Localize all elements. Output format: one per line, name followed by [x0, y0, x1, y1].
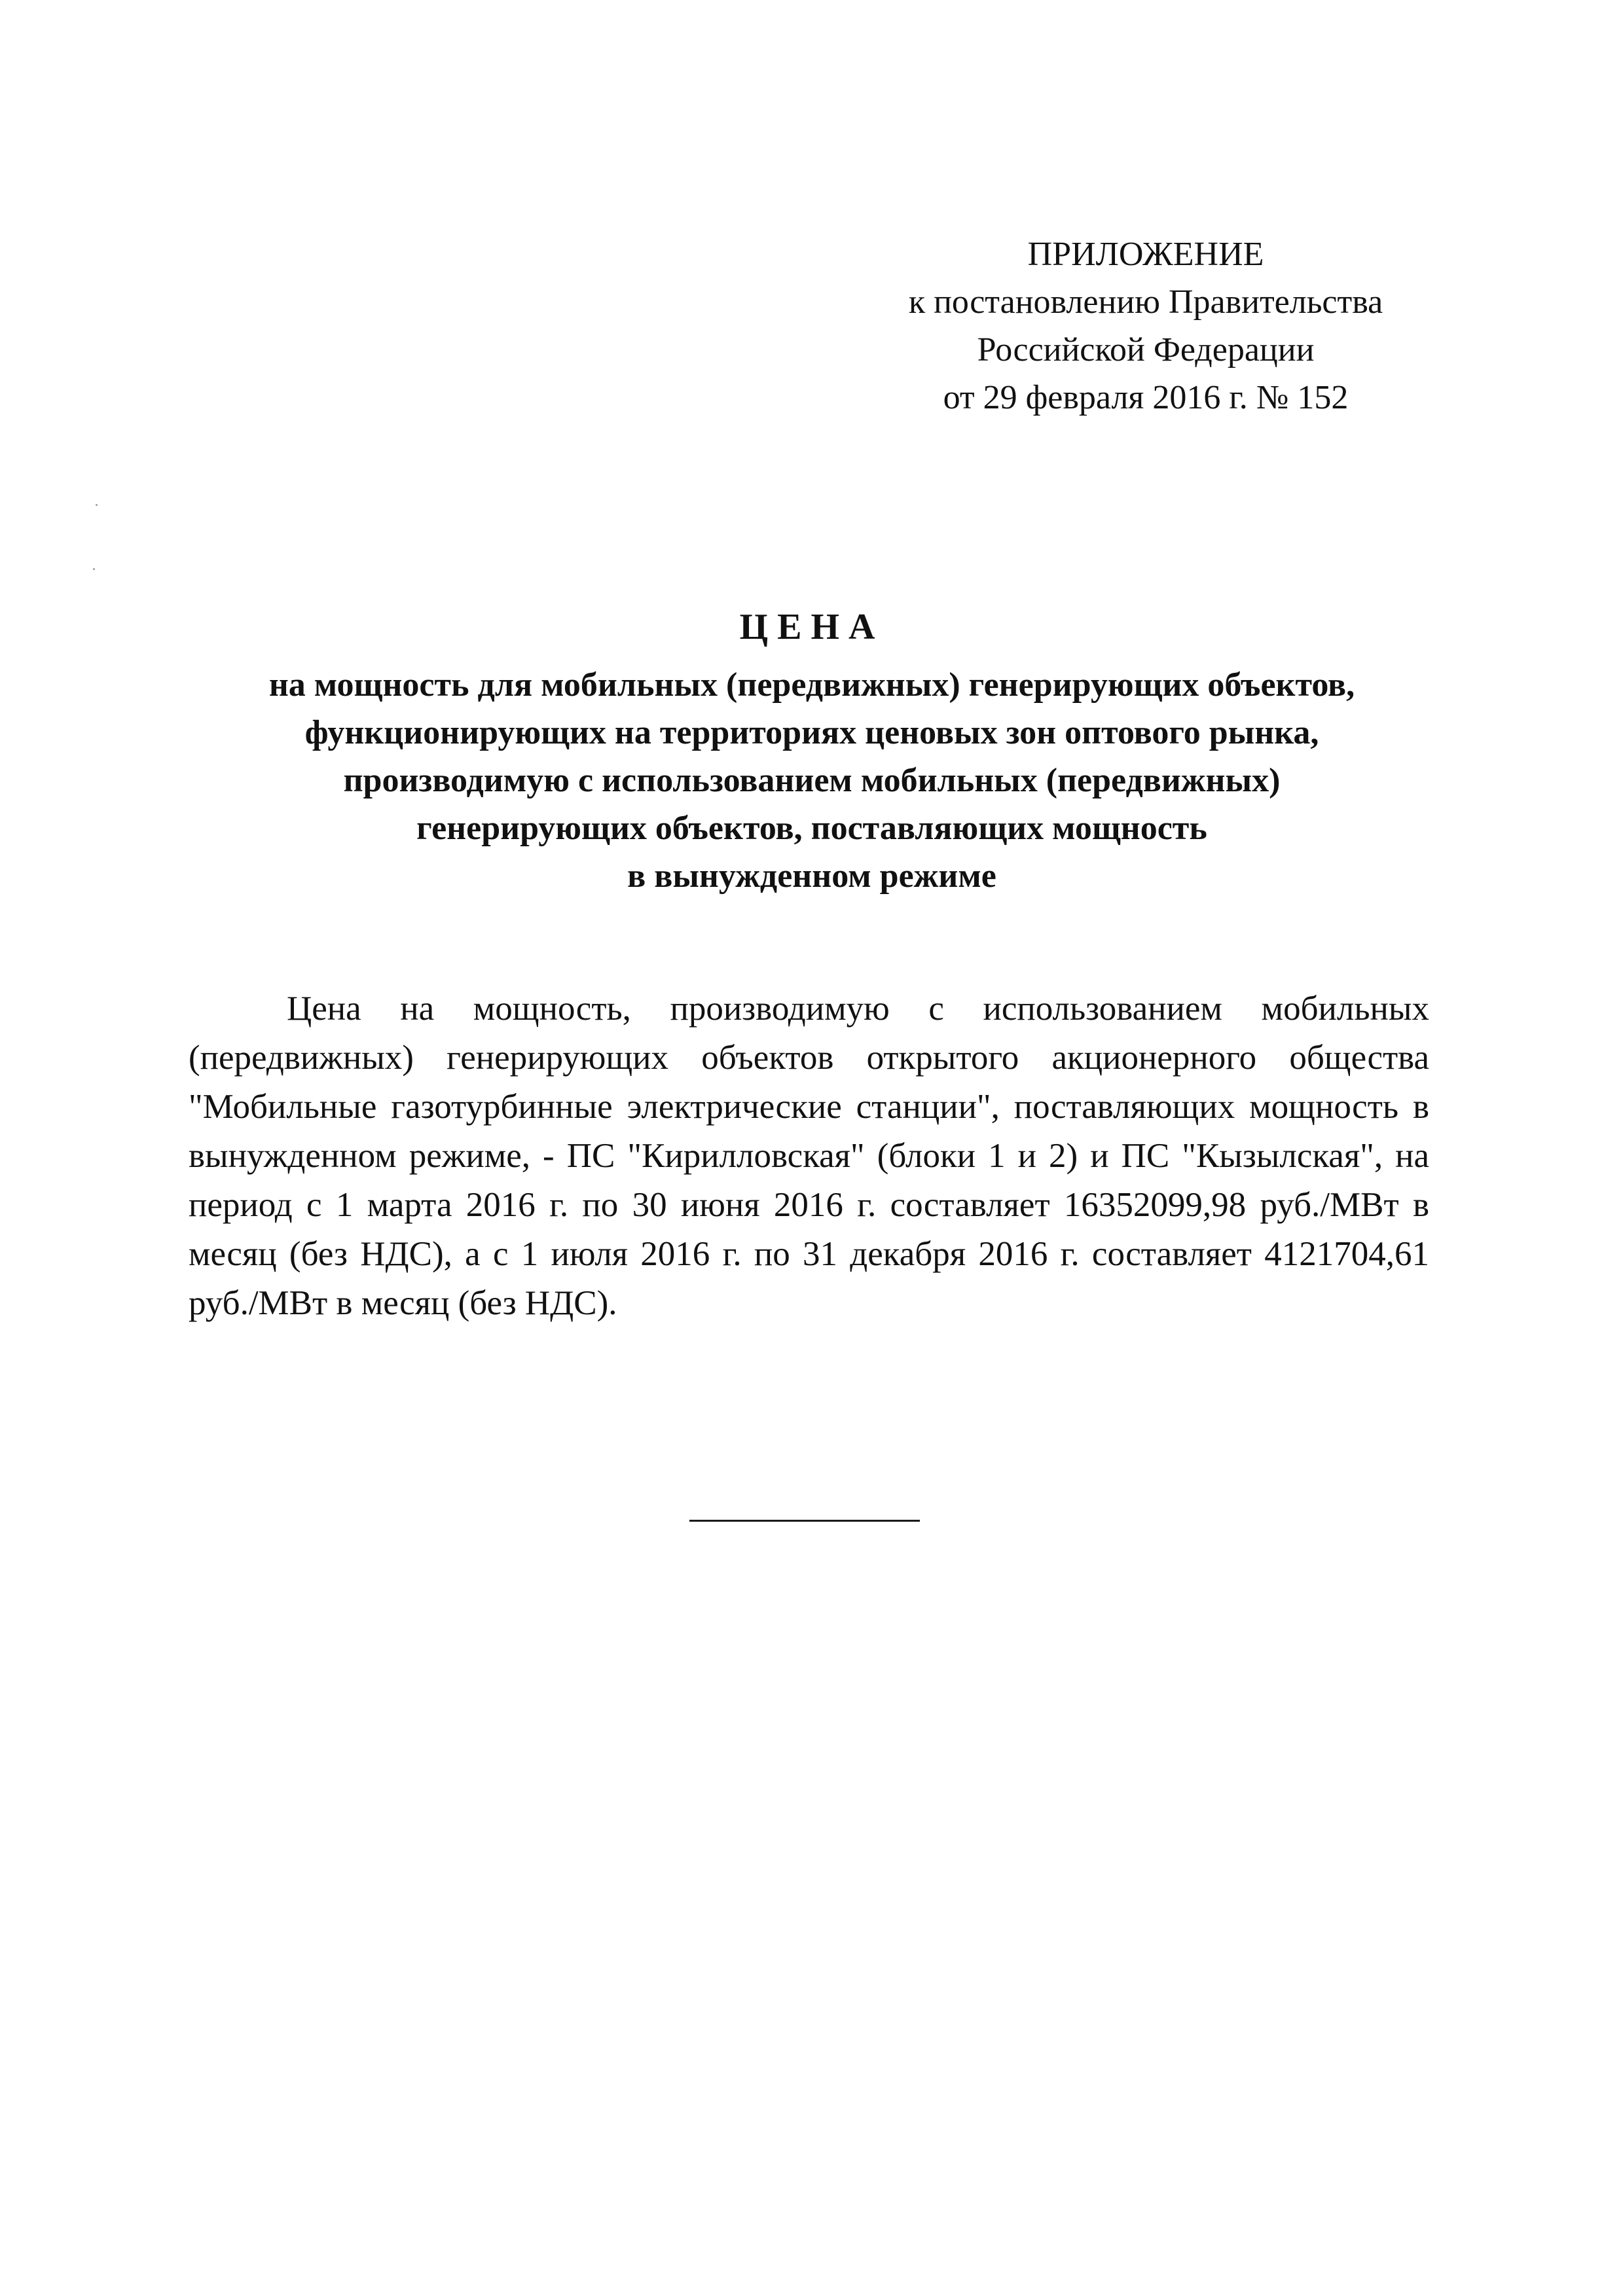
subtitle-line: генерирующих объектов, поставляющих мощность — [416, 810, 1207, 847]
subtitle-line: производимую с использованием мобильных (передвижных) — [343, 762, 1281, 799]
scan-speck — [96, 504, 98, 506]
annex-header — [812, 230, 1480, 422]
document-subtitle — [170, 661, 1453, 900]
subtitle-line: на мощность для мобильных (передвижных) генерирующих объектов, — [268, 666, 1355, 704]
subtitle-line: функционирующих на территориях ценовых зон оптового рынка, — [304, 714, 1319, 751]
subtitle-line: в вынужденном режиме — [627, 857, 996, 895]
body-paragraph: Цена на мощность, производимую с использованием мобильных (передвижных) генерирующих объектов открытого акционерного общества "Мобильные газотурбинные электрические станции", поставляющих мощность в вынужденном режиме, - ПС "Кирилловская" (блоки 1 и 2) и ПС "Кызылская", на период с 1 марта 2016 г. по 30 июня 2016 г. составляет 16352099,98 руб./МВт в месяц (без НДС), а с 1 июля 2016 г. по 31 декабря 2016 г. составляет 4121704,61 руб./МВт в месяц (без НДС). — [189, 990, 1429, 1322]
title-block — [170, 601, 1453, 900]
annex-line-decree: к постановлению Правительства — [908, 283, 1383, 321]
end-divider — [689, 1520, 920, 1522]
scan-speck — [93, 568, 95, 570]
document-title: ЦЕНА — [739, 607, 884, 647]
annex-heading: ПРИЛОЖЕНИЕ — [1027, 236, 1264, 273]
annex-line-date: от 29 февраля 2016 г. № 152 — [943, 379, 1349, 416]
annex-line-federation: Российской Федерации — [977, 331, 1315, 368]
